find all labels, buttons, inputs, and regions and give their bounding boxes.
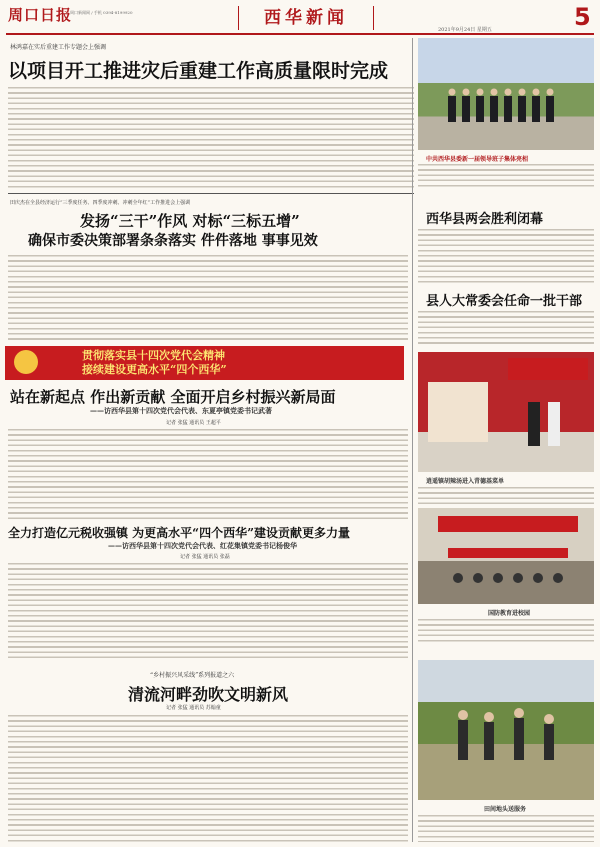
photo4-caption-body (418, 814, 594, 842)
article5-kicker: “乡村振兴风采线”系列报道之六 (150, 672, 235, 679)
page-number: 5 (574, 3, 591, 31)
section-title: 西华新闻 (238, 6, 374, 30)
article3-body (8, 428, 408, 520)
photo3-caption: 国防教育进校园 (488, 610, 531, 617)
photo1-caption: 中共西华县委新一届领导班子集体亮相 (426, 156, 529, 163)
banner-line2: 接续建设更高水平“四个西华” (82, 363, 227, 376)
photo1-caption-body (418, 163, 594, 187)
side2-headline: 县人大常委会任命一批干部 (426, 294, 583, 309)
article4-subheadline: ——访西华县第十四次党代会代表、红花集镇党委书记杨俊华 (108, 541, 297, 550)
masthead-logo: 周口日报 (8, 6, 73, 24)
article2-headline: 发扬“三干”作风 对标“三标五增” (80, 212, 300, 230)
article5-byline: 记者 张猛 通讯员 苏翰童 (166, 705, 221, 711)
masthead-meta: 周口新闻网 / 手机 0394-8199920 (70, 10, 133, 15)
article5-body (8, 714, 408, 842)
field-service-photo (418, 660, 594, 800)
article3-headline: 站在新起点 作出新贡献 全面开启乡村振兴新局面 (10, 388, 336, 406)
side1-body (418, 228, 594, 284)
photo2-caption: 逍遥镇胡辣汤进入青德基菜单 (426, 478, 505, 485)
column-divider (412, 38, 413, 842)
dateline: 2021年9月24日 星期五 (438, 27, 492, 33)
photo2-caption-body (418, 486, 594, 504)
article3-subheadline: ——访西华县第十四次党代会代表、东夏亭镇党委书记武著 (90, 406, 272, 415)
leadership-group-photo (418, 38, 594, 150)
photo4-caption: 田间地头送服务 (484, 806, 527, 813)
article4-body (8, 562, 408, 662)
article1-kicker: 林鸿嘉在实后重建工作专题会上强调 (10, 44, 107, 51)
article4-byline: 记者 张猛 通讯员 张磊 (180, 554, 230, 560)
restaurant-photo (418, 352, 594, 472)
article1-body (8, 86, 414, 188)
article2-body (8, 254, 408, 340)
divider (8, 193, 414, 194)
banner-line1: 贯彻落实县十四次党代会精神 (82, 349, 225, 362)
article3-byline: 记者 张猛 通讯员 王超平 (166, 420, 221, 426)
school-event-photo (418, 508, 594, 604)
masthead-rule (6, 33, 594, 35)
article4-headline: 全力打造亿元税收强镇 为更高水平“四个西华”建设贡献更多力量 (8, 526, 350, 540)
photo3-caption-body (418, 618, 594, 642)
article2-kicker: 田庆杰在全县经济运行“三季度任务、四季度冲刺、冲刺全年红”工作推进会上强调 (10, 200, 191, 206)
article1-headline: 以项目开工推进灾后重建工作高质量限时完成 (8, 60, 389, 82)
side1-headline: 西华县两会胜利闭幕 (426, 212, 544, 227)
article2-subheadline: 确保市委决策部署条条落实 件件落地 事事见效 (28, 233, 318, 249)
article5-headline: 清流河畔劲吹文明新风 (128, 685, 289, 704)
party-emblem-icon (14, 350, 38, 374)
side2-body (418, 310, 594, 346)
